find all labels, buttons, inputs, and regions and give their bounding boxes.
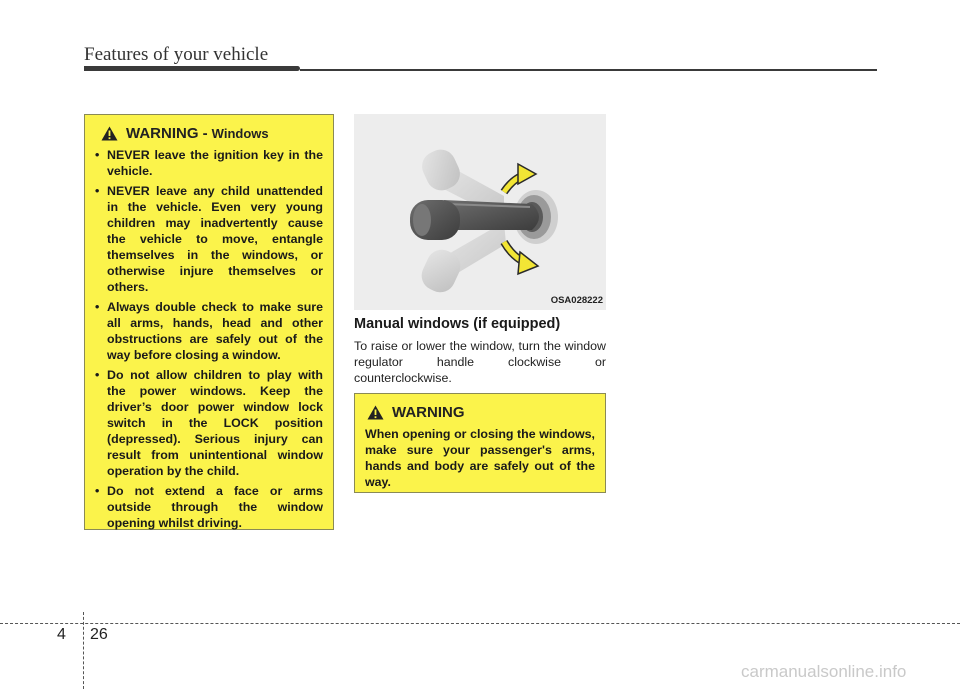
header-rule-thin [300, 69, 877, 71]
warning-triangle-icon [101, 126, 118, 141]
warning-item: • NEVER leave any child unattended in the vehicle. Even very young children may inadvertently cause the vehicle to move, entangle themselves in the windows, or otherwise injure themselves or others. [95, 183, 323, 295]
figure-code: OSA028222 [550, 295, 603, 306]
warning-item: • Always double check to make sure all arms, hands, head and other obstructions are safely out of the way before closing a window. [95, 299, 323, 363]
warning-manual-title: WARNING [392, 404, 465, 421]
warning-manual-heading [367, 404, 595, 421]
warning-item: • Do not allow children to play with the power windows. Keep the driver’s door power window lock switch in the LOCK position (depressed). Serious injury can result from unintentional window operation by the child. [95, 367, 323, 479]
warning-item: • Do not extend a face or arms outside through the window opening whilst driving. [95, 483, 323, 531]
window-crank-illustration-icon [354, 114, 606, 310]
footer-divider [0, 623, 960, 624]
chapter-number: 4 [57, 626, 66, 643]
warning-windows-subtitle: Windows [211, 126, 269, 141]
warning-windows-title: WARNING - [126, 125, 208, 142]
section-body: To raise or lower the window, turn the window regulator handle clockwise or counterclockwise. [354, 339, 606, 385]
watermark: carmanualsonline.info [741, 662, 907, 681]
window-crank-figure [354, 114, 606, 310]
warning-windows-box [84, 114, 334, 530]
warning-item: • NEVER leave the ignition key in the vehicle. [95, 147, 323, 179]
section-title: Manual windows (if equipped) [354, 316, 561, 332]
header-title: Features of your vehicle [84, 44, 269, 65]
header-rule-thick [84, 66, 300, 71]
warning-windows-heading [101, 125, 323, 142]
warning-manual-body: When opening or closing the windows, make sure your passenger's arms, hands and body are safely out of the way. [365, 427, 595, 489]
page-number: 26 [90, 626, 108, 643]
warning-windows-list [95, 147, 323, 531]
warning-triangle-icon [367, 405, 384, 420]
footer-vertical-divider [83, 612, 84, 689]
warning-manual-box [354, 393, 606, 493]
